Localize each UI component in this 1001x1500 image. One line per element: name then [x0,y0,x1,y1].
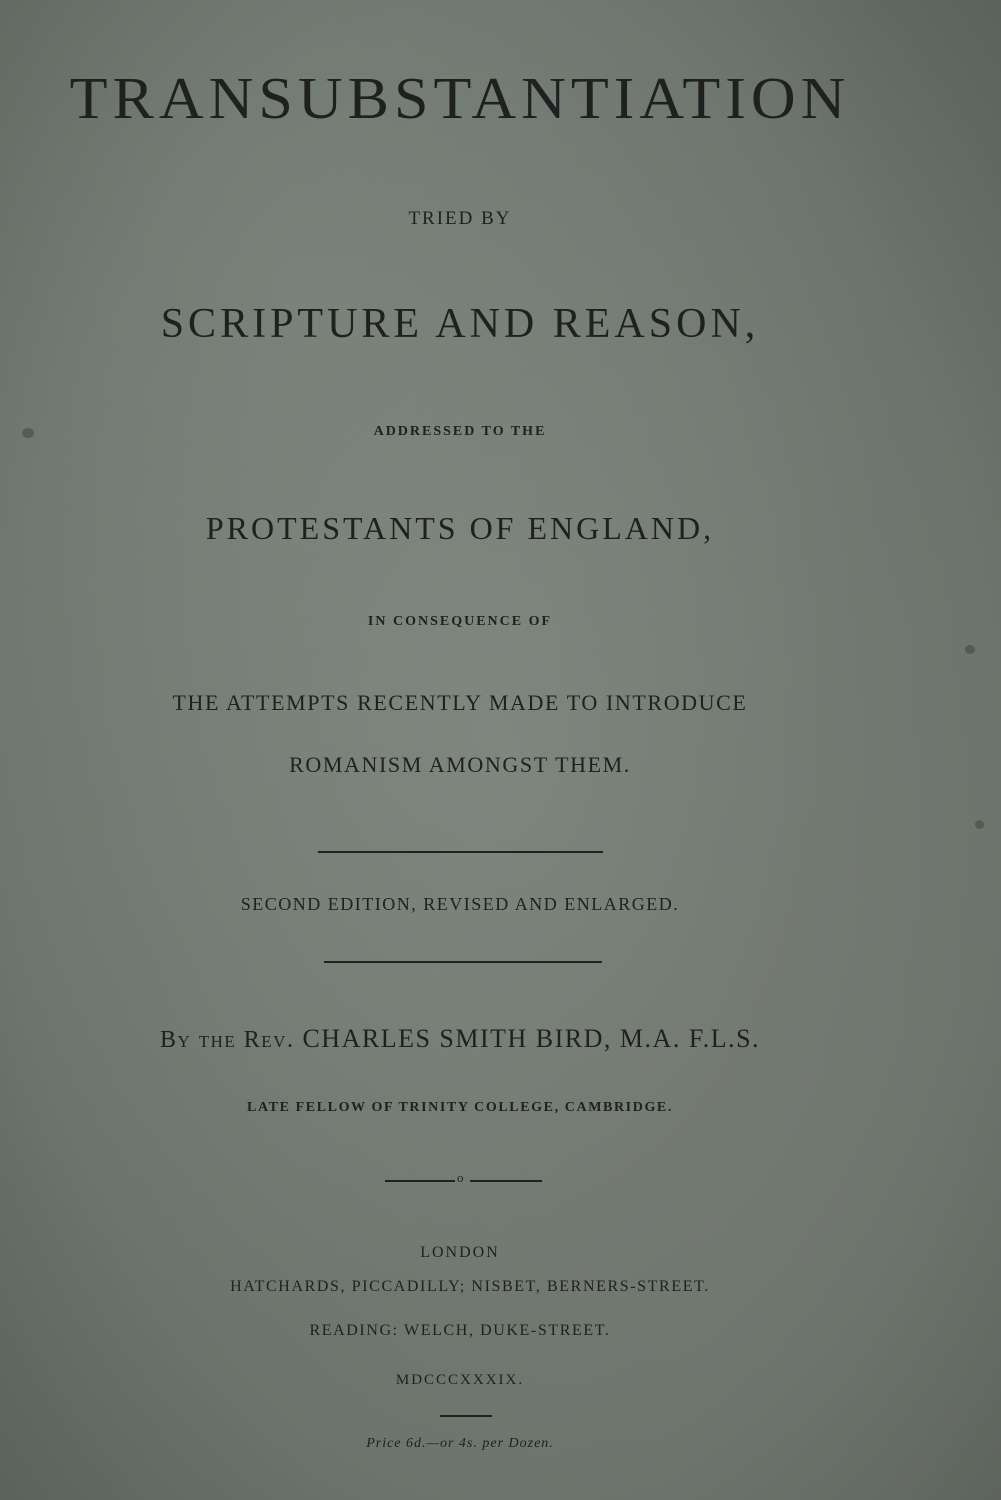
imprint-year: MDCCCXXXIX. [395,1372,525,1388]
imprint-city: LONDON [420,1244,500,1261]
stain-mark [975,820,984,829]
short-rule [440,1415,492,1417]
author-name: CHARLES SMITH BIRD, M.A. F.L.S. [302,1024,761,1053]
imprint-reading: READING: WELCH, DUKE-STREET. [309,1322,611,1339]
reason-line-2: ROMANISM AMONGST THEM. [289,752,631,777]
in-consequence-label: IN CONSEQUENCE OF [367,614,553,629]
ornament-mark: o [457,1170,464,1185]
audience-line: PROTESTANTS OF ENGLAND, [205,510,715,546]
tried-by-label: TRIED BY [408,208,512,229]
price-line: Price 6d.—or 4s. per Dozen. [366,1436,554,1451]
divider-rule [324,961,602,963]
author-prefix: By the Rev. [159,1027,295,1053]
addressed-to-label: ADDRESSED TO THE [373,424,547,439]
stain-mark [965,645,975,654]
divider-rule [318,851,603,853]
subtitle: SCRIPTURE AND REASON, [160,301,760,347]
author-line [0,1024,920,1054]
edition-statement: SECOND EDITION, REVISED AND ENLARGED. [240,894,680,914]
main-title: TRANSUBSTANTIATION [69,66,851,132]
author-affiliation: LATE FELLOW OF TRINITY COLLEGE, CAMBRIDGE. [247,1100,673,1115]
imprint-publishers: HATCHARDS, PICCADILLY; NISBET, BERNERS-STREET. [230,1278,710,1295]
ornament-rule-right [470,1180,542,1182]
reason-line-1: THE ATTEMPTS RECENTLY MADE TO INTRODUCE [172,690,748,715]
ornament-rule-left [385,1180,455,1182]
